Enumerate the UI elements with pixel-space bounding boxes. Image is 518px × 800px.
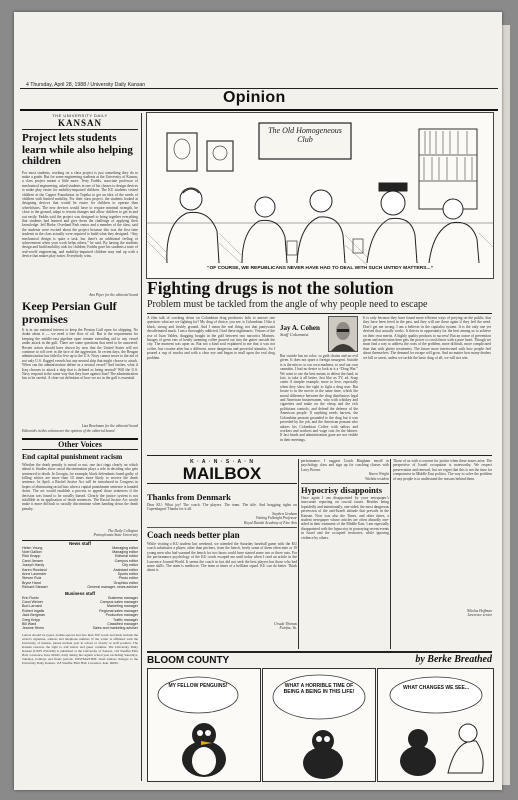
section-title: Opinion bbox=[223, 89, 286, 106]
author-title: Staff Columnist bbox=[280, 332, 309, 337]
business-staff-list bbox=[22, 596, 138, 631]
editorial-note: Editorials in this column are the opinion of the editorial board. bbox=[22, 429, 116, 434]
berke-breathed-credit: by Berke Breathed bbox=[415, 654, 492, 665]
staff-name: Erin Ruetz bbox=[22, 595, 39, 600]
staff-name: Carol Jensen bbox=[22, 558, 44, 563]
editorial1-body: For most students, working on a class project is just something they do to make a grade. But for some engineering students at the University of Kansas, a class project meant a little more. Terry Faddis, associate professor of mechanical engineering, asked students in one of his classes to design devices to make play easier for mobility-impaired children. The KU students visited children at the Capper Foundation in Topeka to get an idea of the needs of children with limited mobility. For their class project, the students looked at designing devices that would be easier for children to operate than wheelchairs. The new devices would have to require minimal strength, be close to the ground, adapt to terrain changes and allow children to get in and out easily. Faddis said the project was designed to bring together everything that students had learned and give them the challenge of applying their knowledge. Jeff Rieke, Overland Park senior and a member of the class, said the students were excited about the project because this was the first time students in the class actually were required to build what they designed. “Any mechanical design is quite a task, but there's an additional feeling of achievement when your work helps others,” he said. By having the students design and build mobility aids for children, Faddis gave his students a taste of real-world engineering, and mobility-impaired children may end up with a device that makes play easier. Everybody wins. bbox=[22, 170, 138, 259]
staff-name: Robert Ingalls bbox=[22, 608, 45, 613]
staff-role: Assistant editor bbox=[113, 567, 138, 572]
comic-panel-3 bbox=[377, 668, 494, 782]
staff-role: Classified manager bbox=[107, 622, 138, 627]
staff-name: Noel Gallion bbox=[22, 549, 42, 554]
staff-name: Richard Stewart bbox=[22, 585, 48, 590]
mailbox-column-2 bbox=[301, 459, 389, 634]
staff-role: Editorial editor bbox=[115, 554, 138, 559]
paper-name-small: THE UNIVERSITY DAILY bbox=[52, 113, 108, 118]
comic-panel-2-text: WHAT A HORRIBLE TIME OF BEING A BEING IN THIS LIFE! bbox=[283, 683, 355, 695]
editorial2-byline: Lisa Brackman for the editorial board bbox=[81, 423, 138, 428]
headline-rule bbox=[147, 313, 492, 314]
cartoon-caption: “OF COURSE, WE REPUBLICANS NEVER HAVE HAD TO DEAL WITH SUCH UNTIDY MATTERS...” bbox=[207, 266, 433, 271]
paper-name: KANSAN bbox=[57, 118, 102, 128]
column-divider bbox=[141, 113, 142, 781]
comic-panel-3-text: WHAT CHANGES WE SEE... bbox=[402, 685, 470, 691]
mailbox-kicker: K · A · N · S · A · N bbox=[190, 459, 254, 465]
bloom-county-title: BLOOM COUNTY bbox=[147, 655, 230, 666]
staff-role: Marketing manager bbox=[107, 604, 138, 609]
staff-role: Campus editor bbox=[114, 558, 138, 563]
staff-role: Production manager bbox=[105, 613, 138, 618]
staff-role: Campus sales manager bbox=[100, 600, 138, 604]
staff-name: Bill Ward bbox=[22, 622, 37, 627]
staff-name: Greg Knipp bbox=[22, 617, 41, 622]
other-voices-body: Whether the death penalty is moral or not, one fact rings clearly on which ahead it. Studies show racial discrimination plays a role in deciding who gets sentenced to death. In Georgia, for example, black defendants found guilty of killing whites are more than 10 times more likely to receive the death sentence. In April, a Rachel Justice Act will be introduced in Congress in hopes of eliminating racial bias when a capital punishment sentence is handed down. The act would establish a process to appeal those sentences if the decision was found to be racially biased. Clearly the justice system is not infallible in its application of death sentences. The Racial Justice Act would make it more difficult to racially discriminate when handing down the death penalty. bbox=[22, 462, 138, 511]
staff-role: General manager, news adviser bbox=[87, 585, 138, 590]
staff-name: Karen Rowland bbox=[22, 567, 47, 572]
author-block bbox=[280, 316, 358, 450]
staff-role: Regional sales manager bbox=[99, 608, 138, 613]
column-body-2: But suicide has no color, so guilt chains and no evil given. It does not spare a foreign insurgent. Suicide is is the mirror. to our own madness. to seal our own cannabis. I had no desire to look at it a “Drug War.” We want to use the best means to defeat the fund, in fact, to take it all better. Just like us TV, ad. Soap cutter A simpler example, more to love, especially when they show the right to fight a drug user. But booze is in the movie at the same time, which the moral difference between the drug distributors legal and American businessmen, who with whiskey and cigarettes and make on the cheap and the rich politicians controls, and defend the defense of the American people. If anything needs harvest, the Colombian peasant grounded to the drug but it was preceded by the job, and the American peasant who adores his Colombian Coffee with sailors and workers and workers and wage cuts for the laborer. If last heads and administration gone are not visible in their meetings. bbox=[280, 354, 358, 442]
editorial1-byline: Ann Piper for the editorial board bbox=[89, 292, 138, 297]
other-voices-source: The Daily Collegian Pennsylvania State University bbox=[93, 528, 138, 538]
staff-row bbox=[22, 626, 138, 630]
fine-print: Letters should be typed, double-spaced and less than 300 words and must include the writer's signature, address and telephone number. If the writer is affiliated with the University of Kansas, please include year in school or faculty or staff position. The Kansan reserves the right to edit letters and guest columns. The University Daily Kansan (USPS 650-640) is published at the University of Kansas, 118 Stauffer-Flint Hall, Lawrence, Kan. 66045, daily during the regular school year excluding Saturdays, Sundays, holidays and finals periods. POSTMASTER: Send address changes to the University Daily Kansan, 118 Stauffer-Flint Hall, Lawrence, Kan. 66045. bbox=[22, 632, 138, 665]
staff-name: Bud Larnard bbox=[22, 604, 42, 609]
letter1-body: Dear KU: What joy! The coach. The players. The team. The title. And bragging rights on Copenhagen! Thanks for it all. bbox=[147, 503, 297, 512]
staff-role: Graphics editor bbox=[113, 580, 138, 585]
staff-name: Carol Weiner bbox=[22, 600, 43, 604]
news-staff-title: News staff bbox=[69, 540, 91, 546]
editorial1-headline: Project lets students learn while also helping children bbox=[22, 132, 133, 167]
staff-name: Rick Knapp bbox=[22, 554, 41, 559]
editorial2-body: It is in our national interest to keep the Persian Gulf open for shipping. No doubt about it — we need a free flow of oil. But is the requirement for keeping the middle-east pipeline open remain extending aid to any vessel under attack in the gulf. There are some questions that need to be answered. Recent action should have shown by now that the United States will not continue to roll over in the face of the aggression. In recent days, the Reagan administration has failed to live up to the U.S. Navy cannot move to the aid of not only U.S. flagged vessels but any neutral ship that might choose to attack. When can the administration define as a neutral vessel? And further, what if Iraq chooses to attack a ship that is defined as being neutral? Will the U.S. Navy respond in the same way that they have against Iran? The administration has to be careful. A clear-cut definition of how we act in the gulf is essential. bbox=[22, 327, 138, 381]
editorial2-headline: Keep Persian Gulf promises bbox=[22, 298, 117, 326]
mailbox-divider-1 bbox=[298, 459, 299, 649]
staff-name: Jack Bergman bbox=[22, 613, 45, 618]
letter4-signature: Karen Wright Wichita resident bbox=[365, 472, 389, 481]
comic-panel-1-text: MY FELLOW PENGUINS! bbox=[168, 683, 228, 689]
mailbox-title: MAILBOX bbox=[182, 464, 262, 483]
paper-nameplate bbox=[22, 113, 138, 130]
staff-name: Jeanne Hines bbox=[22, 626, 44, 631]
staff-row bbox=[22, 585, 138, 589]
main-deck: Problem must be tackled from the angle of why people need to escape bbox=[147, 299, 428, 310]
letter5-body: Those of us with a concern for justice when these issues arise. The perspective of Israeli occupation is noteworthy. We respect preservation and renewal, but we regret that this is not the time for compromise in Middle East politics. The way to solve the problem of any people is to understand the reasons behind them. bbox=[393, 459, 492, 481]
letter2-body: While visiting a KU student last weekend, we attended the Saturday baseball game with the KU coach substitutes a player, other than pitchers, from the bench, freely some of them often nine or 10 young men who had warmed the bench for two hours could have started some two or three outs. For the performance psychology of the KU coach escaped me until today when I read an article in the Lawrence Journal-World. It seems the coach in fact did not seek the best players but those who had some skills. The team is mediocre. The team at times of a brilliant squad. KU can do better. Think about it. bbox=[147, 542, 297, 573]
left-column bbox=[22, 113, 138, 673]
other-voices-title: Other Voices bbox=[58, 439, 102, 449]
mailbox-divider-2 bbox=[390, 459, 391, 649]
staff-name: Joseph Hardy bbox=[22, 563, 45, 568]
folio-line: 4 Thursday, April 28, 1988 / University Daily Kansan bbox=[26, 82, 146, 88]
section-masthead bbox=[20, 88, 498, 111]
other-voices-header bbox=[22, 438, 138, 449]
letter4-body: performance. I suggest Coach Bingham enroll in psychology class and sign up for coaching classes with Larry Brown. bbox=[301, 459, 389, 472]
staff-role: Traffic manager bbox=[113, 617, 138, 622]
section-rule bbox=[147, 455, 492, 456]
news-staff-list bbox=[22, 546, 138, 590]
staff-role: Sales and marketing adviser bbox=[92, 626, 138, 631]
author-photo bbox=[328, 316, 358, 352]
comic-panel-2 bbox=[262, 668, 376, 782]
staff-name: Helen Young bbox=[22, 545, 43, 550]
letter2-signature: Ursula Thomas Fairfax, Va. bbox=[274, 622, 297, 631]
letter3-headline: Hypocrisy disappoints bbox=[301, 485, 383, 496]
staff-role: Business manager bbox=[108, 595, 138, 600]
business-staff-title: Business staff bbox=[64, 590, 95, 596]
staff-name: Anne Lavender bbox=[22, 571, 47, 576]
staff-role: Photo editor bbox=[118, 576, 138, 581]
main-headline: Fighting drugs is not the solution bbox=[147, 278, 394, 298]
staff-role: City editor bbox=[121, 563, 138, 568]
author-name: Jay A. Cohen bbox=[280, 324, 320, 332]
mailbox-column-1 bbox=[147, 492, 297, 631]
staff-role: Managing editor bbox=[112, 545, 138, 550]
letter1-signature: Stephen Graham Visiting Fulbright Professor Royal Danish Academy of Fine Arts bbox=[243, 511, 297, 525]
letter2-headline: Coach needs better plan bbox=[147, 530, 240, 541]
letter3-signature: Nikolas Hoffman Lawrence senior bbox=[466, 609, 492, 618]
letter3-body: Once again I am disappointed by your newspaper’s inaccurate reporting on crucial issues. Besides being lopsidedly and intentionally, one-sided, the most dangerous perversion of the anti-Israeli attitude that prevails in the Kansan. Now was also the Times, and other times, a student newspaper whose articles are often absurdly one-sided in their treatment of the Middle East. I am especially disappointed with the hypocrisy in portraying recent events in Israel and the occupied territories, while ignoring violence by others. bbox=[301, 496, 389, 540]
staff-name: Steven Ruiz bbox=[22, 576, 42, 581]
mailbox-header bbox=[147, 459, 297, 484]
other-voices-headline: End capital punishment racism bbox=[22, 451, 123, 461]
column-body-3: It is only because they have found more efficient ways of preying on the public, that they have been freed in the past, and they will use those again if they feel the need. Don’t get me wrong, I am a believer in the capitalist system. It is the only one yet devised that actually works. It thrives in opportunity for the best among us to achieve on their own merits. A highly quality products to success! But an ounce of prevention given and motivation here gets the power to crush those with a pure heart. Though we must find a way to address the roots of the problem, more difficult, more complicated than that with ghetto treatments. The future more intertwined with how people feel about themselves. The demand for escape will grow. And no matter how many dealers we kill or arrest, unless we tackle the basic drug of all, we will not win. bbox=[363, 316, 491, 360]
staff-role: Sports editor bbox=[117, 571, 138, 576]
column-body-1: A film talk of cracking down on Colombian drug producers fails to answer one question: what are we fighting for? My drug of choice, you see, is Columbian. I like it black, strong and freshly ground. And I mean the real thing, not that pantywaist decaffeinated muck. I am a thoroughly addicted. I had these nightmares. Visions of the rise of Juan Valdez, dragging bought in the gulf between two narcotics Marines. Images of great vats of heady steaming coffee poured out into the gutter outside the city. The moment was upon us. But not a kind soul explained to me that it was not coffee, but cocaine after but a different, more dangerous and powerful stimulus. So I poured a cup of mocha and with a clear eye and began to mull upon the real drug problem. bbox=[147, 316, 275, 360]
mailbox-column-3 bbox=[393, 459, 492, 618]
comic-rule bbox=[147, 651, 492, 653]
letter1-headline: Thanks from Denmark bbox=[147, 492, 231, 502]
staff-name: Bryce Hand bbox=[22, 580, 41, 585]
editorial-cartoon bbox=[146, 112, 494, 279]
cartoon-sign-text: The Old Homogeneous Club bbox=[268, 126, 342, 144]
comic-panel-1 bbox=[147, 668, 261, 782]
staff-role: Managing editor bbox=[112, 549, 138, 554]
